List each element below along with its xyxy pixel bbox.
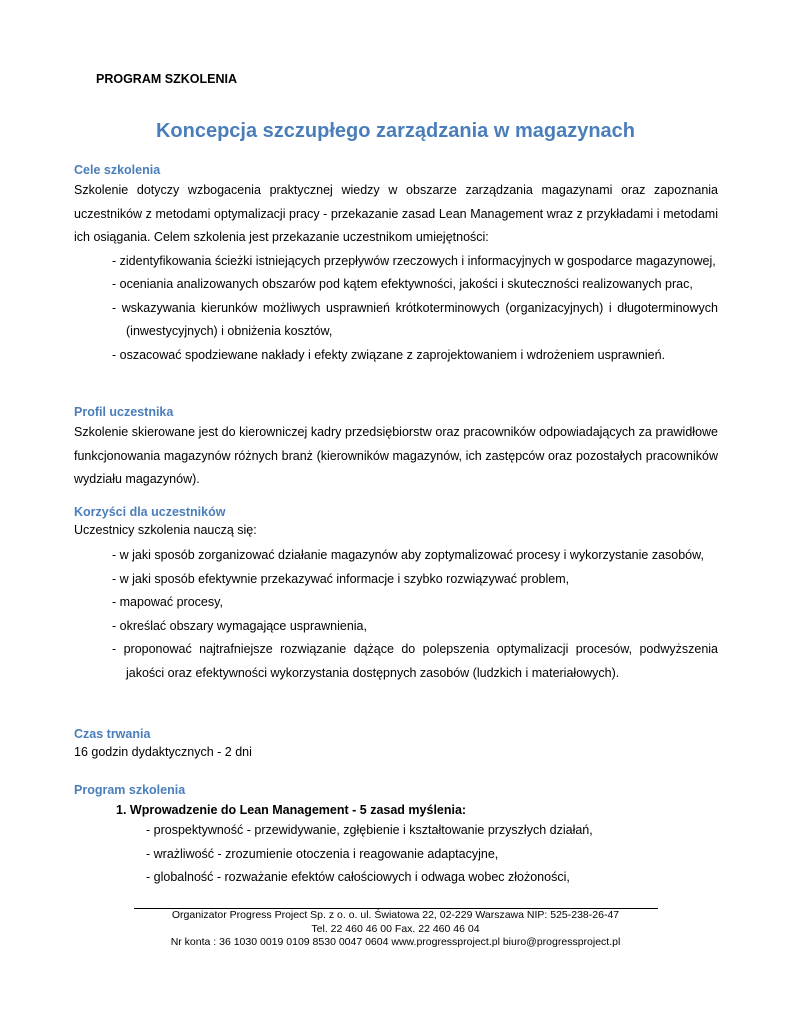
list-item: - w jaki sposób zorganizować działanie magazynów aby zoptymalizować procesy i wykorzystanie zasobów,	[112, 548, 704, 562]
list-item: - proponować najtrafniejsze rozwiązanie dążące do polepszenia optymalizacji procesów, podwyższenia jakości oraz efektywności wykorzystania dostępnych zasobów (ludzkich i materiałowych).	[112, 642, 718, 680]
list-item: - mapować procesy,	[112, 595, 223, 609]
duration-heading: Czas trwania	[74, 727, 151, 741]
section-profile	[74, 404, 718, 492]
section-benefits	[74, 504, 718, 685]
footer-phone: Tel. 22 460 46 00 Fax. 22 460 46 04	[311, 922, 480, 935]
goals-heading: Cele szkolenia	[74, 163, 161, 177]
list-item: - w jaki sposób efektywnie przekazywać informacje i szybko rozwiązywać problem,	[112, 571, 570, 586]
list-item: - wskazywania kierunków możliwych usprawnień krótkoterminowych (organizacyjnych) i długoterminowych (inwestycyjnych) i obniżenia kosztów,	[112, 300, 718, 338]
profile-text: Szkolenie skierowane jest do kierowniczej kadry przedsiębiorstw oraz pracowników odpowiadających za prawidłowe funkcjonowania magazynów różnych branż (kierowników magazynów, ich zastępców oraz pozostałych pracowników wydziału magazynów).	[74, 425, 718, 486]
footer	[0, 909, 791, 950]
document-label: PROGRAM SZKOLENIA	[96, 72, 237, 86]
program-heading: Program szkolenia	[74, 783, 186, 797]
document-title: Koncepcja szczupłego zarządzania w magazynach	[155, 120, 636, 142]
list-item: - oszacować spodziewane nakłady i efekty związane z zaprojektowaniem i wdrożeniem usprawnień.	[112, 347, 666, 362]
program-sublist	[74, 819, 718, 890]
goals-list	[74, 250, 718, 368]
duration-text: 16 godzin dydaktycznych - 2 dni	[74, 745, 252, 759]
list-item: - oceniania analizowanych obszarów pod kątem efektywności, jakości i skuteczności realizowanych prac,	[112, 277, 693, 291]
list-item: - wrażliwość - zrozumienie otoczenia i reagowanie adaptacyjne,	[146, 846, 499, 861]
profile-heading: Profil uczestnika	[74, 405, 174, 419]
list-item: - globalność - rozważanie efektów całościowych i odwaga wobec złożoności,	[146, 870, 570, 884]
list-item: - określać obszary wymagające usprawnienia,	[112, 618, 367, 633]
goals-text: Szkolenie dotyczy wzbogacenia praktycznej wiedzy w obszarze zarządzania magazynami oraz zapoznania uczestników z metodami optymalizacji pracy - przekazanie zasad Lean Management wraz z przykładami i metodami ich osiągania. Celem szkolenia jest przekazanie uczestnikom umiejętności:	[74, 183, 718, 244]
footer-organizer: Organizator Progress Project Sp. z o. o. ul. Światowa 22, 02-229 Warszawa NIP: 525-238-26-47	[171, 909, 620, 921]
list-item: - prospektywność - przewidywanie, zgłębienie i kształtowanie przyszłych działań,	[146, 823, 593, 837]
benefits-list	[74, 544, 718, 685]
program-item-title: 1. Wprowadzenie do Lean Management - 5 zasad myślenia:	[116, 803, 467, 817]
benefits-heading: Korzyści dla uczestników	[74, 505, 226, 519]
footer-account: Nr konta : 36 1030 0019 0109 8530 0047 0604 www.progressproject.pl biuro@progressproject.pl	[170, 936, 621, 948]
section-goals	[74, 162, 718, 367]
section-duration	[74, 726, 718, 762]
benefits-intro: Uczestnicy szkolenia nauczą się:	[74, 523, 257, 537]
list-item: - zidentyfikowania ścieżki istniejących przepływów rzeczowych i informacyjnych w gospodarce magazynowej,	[112, 253, 716, 268]
section-program	[74, 782, 718, 890]
